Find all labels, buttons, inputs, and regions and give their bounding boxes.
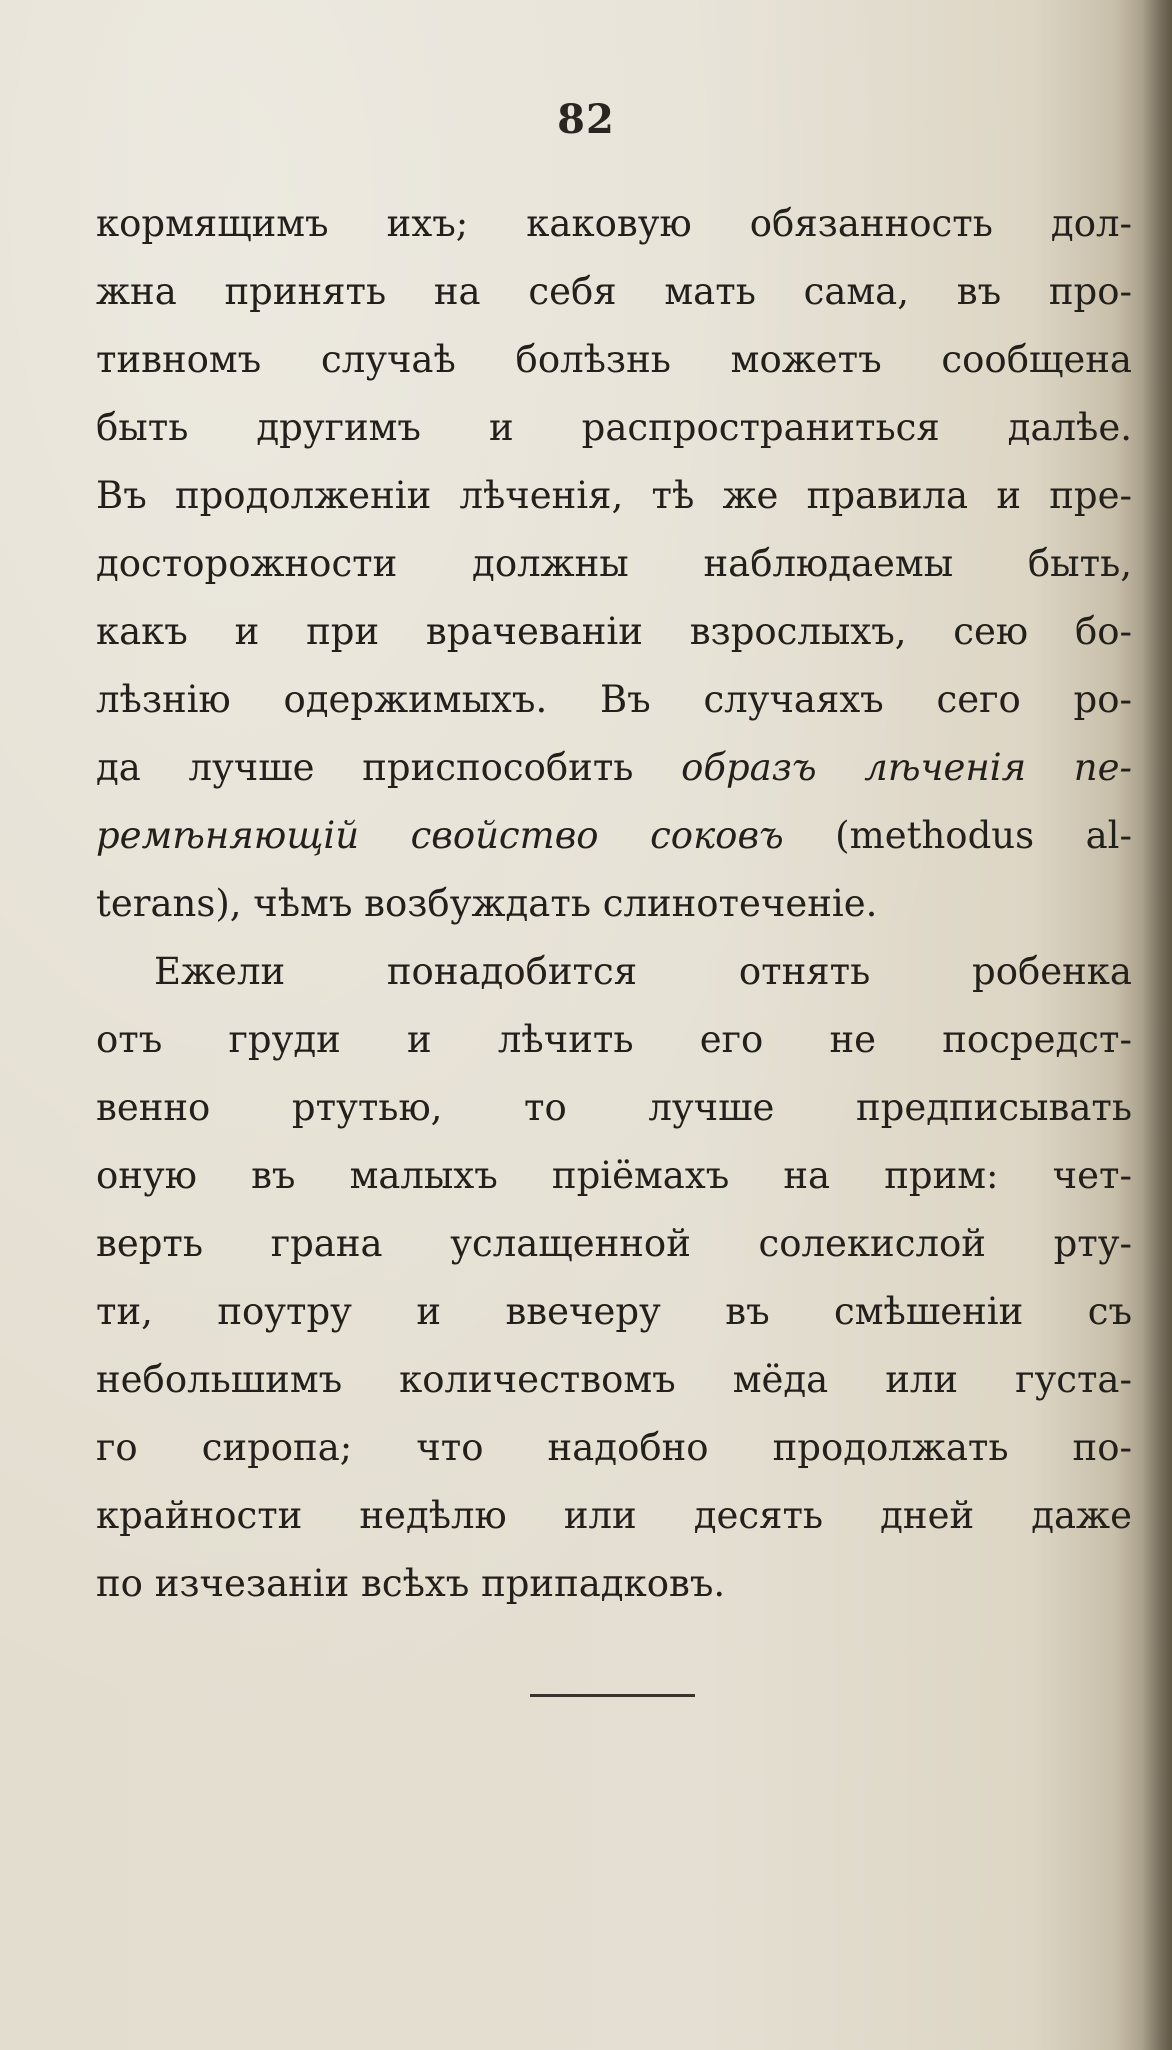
- text-line: го сиропа; что надобно продолжать по-: [96, 1426, 1132, 1469]
- text-run: (methodus al-: [783, 814, 1132, 857]
- text-run: да лучше приспособить: [96, 746, 682, 789]
- text-line: крайности недѣлю или десять дней даже: [96, 1494, 1132, 1537]
- page-number: 82: [557, 96, 615, 143]
- body-text: [96, 190, 1132, 1618]
- text-line: оную въ малыхъ пріёмахъ на прим: чет-: [96, 1154, 1132, 1197]
- text-line: досторожности должны наблюдаемы быть,: [96, 542, 1132, 585]
- text-line: небольшимъ количествомъ мёда или густа-: [96, 1358, 1132, 1401]
- page-edge-shadow: [1142, 0, 1172, 2050]
- text-line: кормящимъ ихъ; каковую обязанность дол-: [96, 202, 1132, 245]
- text-line: венно ртутью, то лучше предписывать: [96, 1086, 1132, 1129]
- text-line: какъ и при врачеваніи взрослыхъ, сею бо-: [96, 610, 1132, 653]
- text-line: [96, 802, 1132, 870]
- text-line: Ежели понадобится отнять робенка: [154, 950, 1132, 993]
- text-line: Въ продолженіи лѣченія, тѣ же правила и пре-: [96, 474, 1132, 517]
- text-line: [96, 734, 1132, 802]
- text-line: быть другимъ и распространиться далѣе.: [96, 406, 1132, 449]
- text-line: terans), чѣмъ возбуждать слинотеченіе.: [96, 882, 878, 925]
- italic-text-run: образъ лѣченія пе-: [681, 746, 1132, 789]
- text-line: верть грана услащенной солекислой рту-: [96, 1222, 1132, 1265]
- text-line: лѣзнію одержимыхъ. Въ случаяхъ сего ро-: [96, 678, 1132, 721]
- text-line: тивномъ случаѣ болѣзнь можетъ сообщена: [96, 338, 1132, 381]
- text-line: по изчезаніи всѣхъ припадковъ.: [96, 1562, 726, 1605]
- text-line: ти, поутру и ввечеру въ смѣшеніи съ: [96, 1290, 1132, 1333]
- italic-text-run: ремѣняющій свойство соковъ: [96, 814, 784, 857]
- text-line: жна принять на себя мать сама, въ про-: [96, 270, 1132, 313]
- section-divider: [530, 1694, 695, 1697]
- text-line: отъ груди и лѣчить его не посредст-: [96, 1018, 1132, 1061]
